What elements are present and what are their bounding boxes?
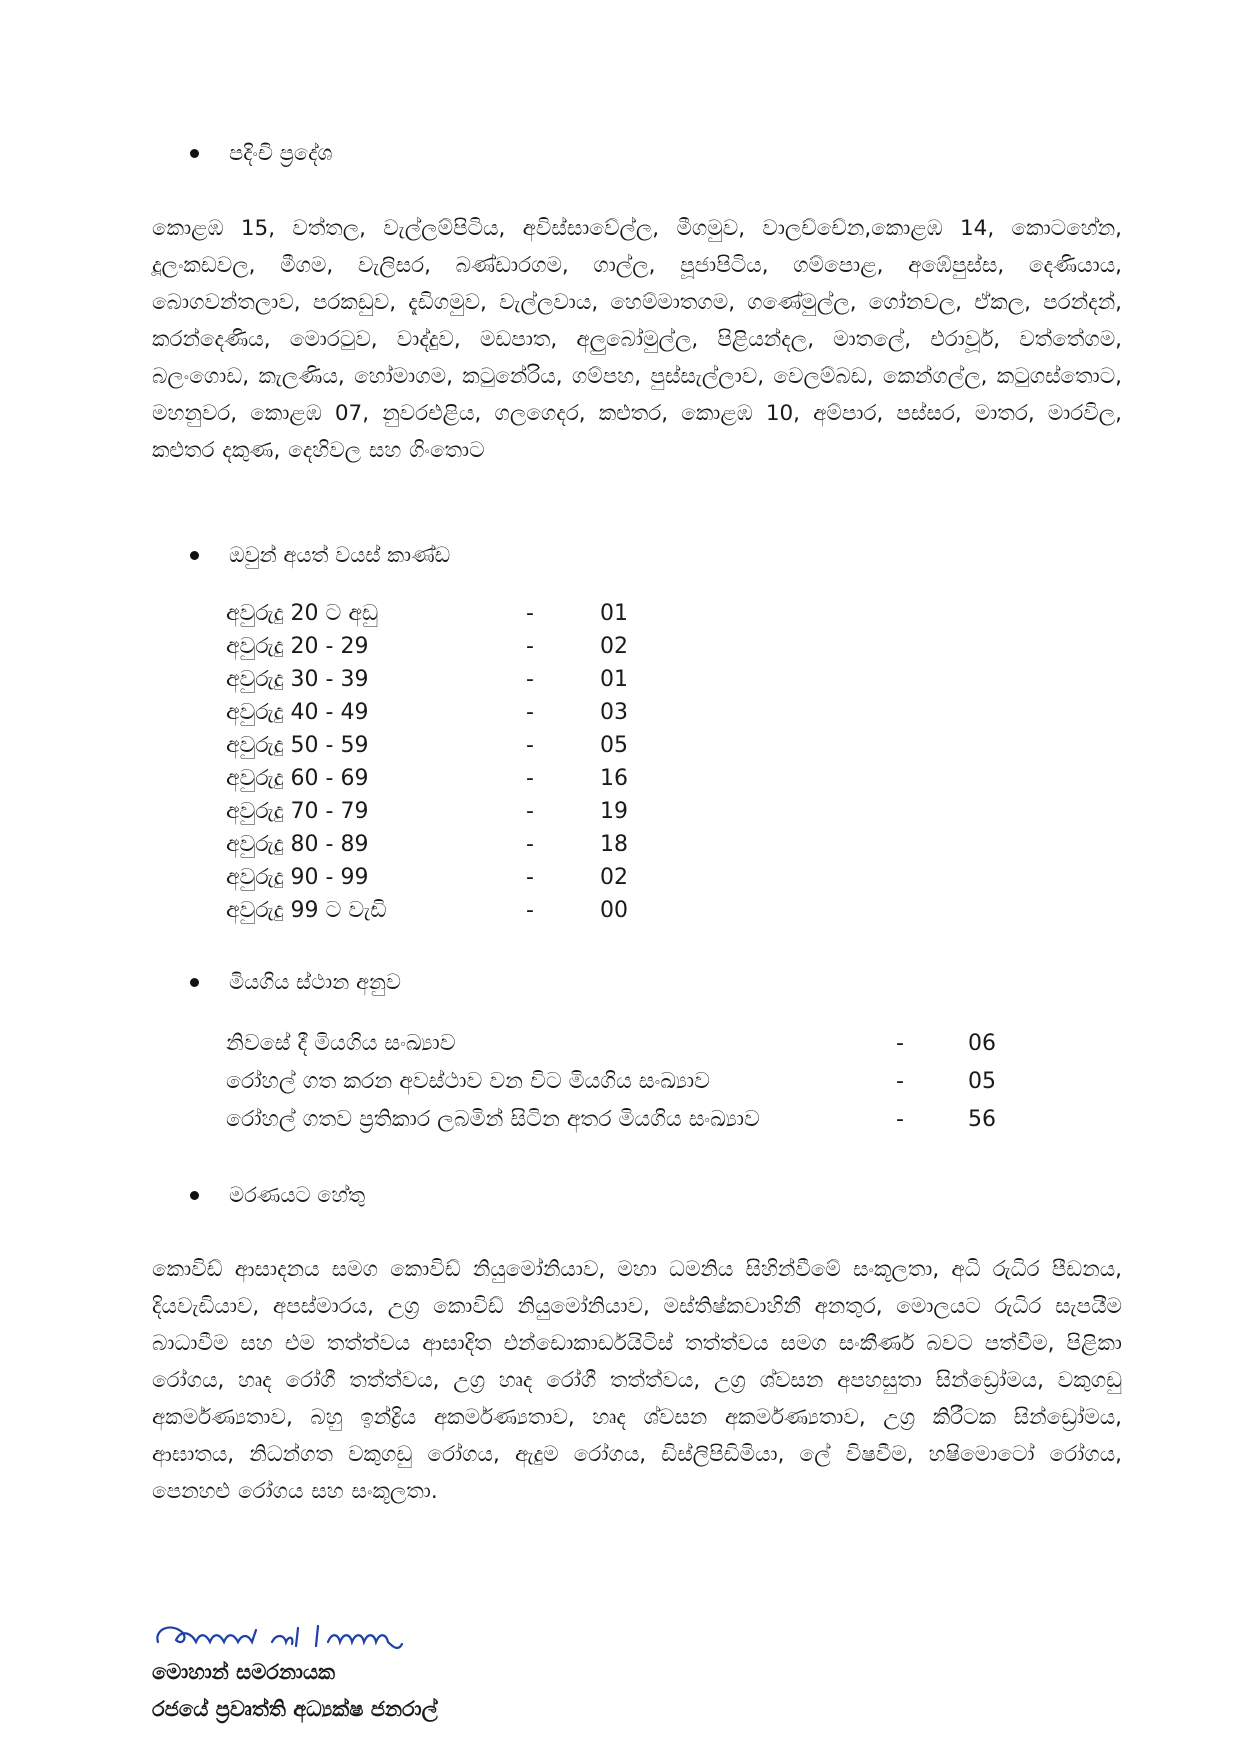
age-group-label: අවුරුදු 20 - 29 xyxy=(226,634,369,659)
age-group-count: 16 xyxy=(600,766,628,791)
bullet-dot xyxy=(190,149,199,158)
age-group-count: 01 xyxy=(600,667,628,692)
age-group-label: අවුරුදු 80 - 89 xyxy=(226,832,369,857)
causes-text: කොවිඩ් ආසාදනය සමග කොවිඩ් නියුමෝනියාව, මහා ධමනිය සිහින්වීමේ සංකූලතා, අධි රුධිර පීඩනය, දියවැඩියාව, අපස්මාරය, උග්‍ර කොවිඩ් නියුමෝනියාව, මස්තිෂ්කවාහිනී අනතුර, මොලයට රුධිර සැපයීම බාධාවීම සහ එම තත්ත්වය ආසාදිත එන්ඩොකාර්ඩයිටිස් තත්ත්වය සමග සංකීර්ණ බවට පත්වීම, පිළිකා රෝගය, හෘද රෝගී තත්ත්වය, උග්‍ර හෘද රෝගී තත්ත්වය, උග්‍ර ශ්වසන අපහසුතා සින්ඩ්‍රෝමය, වකුගඩු අකර්මණ්‍යතාව, බහු ඉන්ද්‍රිය අකර්මණ්‍යතාව, හෘද ශ්වසන අකර්මණ්‍යතාව, උග්‍ර කිරීටක සින්ඩ්‍රෝමය, ආඝාතය, නිධන්ගත වකුගඩු රෝගය, ඇදුම රෝගය, ඩිස්ලිපිඩිමියා, ලේ විෂවීම, හෂිමොටෝ රෝගය, පෙනහළු රෝගය සහ සංකූලතා. xyxy=(152,1257,1122,1504)
age-group-row xyxy=(226,663,660,696)
age-group-dash: - xyxy=(526,766,534,791)
death-place-dash: - xyxy=(896,1068,904,1094)
age-group-dash: - xyxy=(526,898,534,923)
place-heading: මියගිය ස්ථාන අනුව xyxy=(229,970,402,994)
age-group-row xyxy=(226,861,660,894)
handwritten-signature xyxy=(152,1612,442,1660)
bullet-dot xyxy=(190,978,199,987)
death-place-count: 06 xyxy=(968,1030,996,1056)
death-place-label: නිවසේ දී මියගිය සංඛ්‍යාව xyxy=(226,1030,456,1056)
age-group-table xyxy=(226,597,660,927)
age-group-row xyxy=(226,630,660,663)
age-heading: ඔවුන් අයත් වයස් කාණ්ඩ xyxy=(229,543,451,567)
bullet-dot xyxy=(190,551,199,560)
age-group-label: අවුරුදු 90 - 99 xyxy=(226,865,369,890)
age-group-count: 19 xyxy=(600,799,628,824)
death-place-row xyxy=(226,1062,1028,1100)
age-group-label: අවුරුදු 99 ට වැඩි xyxy=(226,898,387,923)
causes-heading: මරණයට හේතු xyxy=(229,1183,366,1207)
residence-heading: පදිංචි ප්‍රදේශ xyxy=(229,141,333,165)
age-group-row xyxy=(226,894,660,927)
age-group-count: 03 xyxy=(600,700,628,725)
age-group-dash: - xyxy=(526,832,534,857)
age-group-count: 02 xyxy=(600,865,628,890)
age-group-dash: - xyxy=(526,634,534,659)
death-place-dash: - xyxy=(896,1106,904,1132)
place-bullet xyxy=(190,970,401,995)
age-group-row xyxy=(226,762,660,795)
age-bullet xyxy=(190,543,450,568)
age-group-row xyxy=(226,729,660,762)
age-group-dash: - xyxy=(526,799,534,824)
causes-bullet xyxy=(190,1183,365,1208)
age-group-row xyxy=(226,696,660,729)
age-group-label: අවුරුදු 50 - 59 xyxy=(226,733,369,758)
death-place-table xyxy=(226,1024,1028,1138)
age-group-count: 01 xyxy=(600,601,628,626)
death-place-count: 56 xyxy=(968,1106,996,1132)
age-group-row xyxy=(226,795,660,828)
death-place-count: 05 xyxy=(968,1068,996,1094)
residence-text: කොළඹ 15, වත්තල, වැල්ලම්පිටිය, අවිස්සාවේල්ල, මීගමුව, වාලච්චේන,කොළඹ 14, කොටහේන, දූලංකඩවල, මීගම, වැලිසර, බණ්ඩාරගම, ගාල්ල, පූජාපිටිය, ගම්පොළ, අඹේපුස්ස, දෙණියාය, බොගවන්තලාව, පරකඩුව, දැඩිගමුව, වැල්ලවාය, හෙම්මාතගම, ගණේමුල්ල, ගෝනවල, ඒකල, පරන්දන්, කරන්දෙණිය, මොරටුව, වාද්දුව, මඩපාත, අලුබෝමුල්ල, පිළියන්දල, මාතලේ, එරාවූර්, වත්තේගම, බලංගොඩ, කැලණිය, හෝමාගම, කටුනේරිය, ගම්පහ, පුස්සැල්ලාව, වෙලම්බඩ, කෙන්ගල්ල, කටුගස්තොට, මහනුවර, කොළඹ 07, නුවරඑළිය, ගලගෙදර, කළුතර, කොළඹ 10, අම්පාර, පස්සර, මාතර, මාරවිල, කළුතර දකුණ, දෙහිවල සහ ගිංතොට xyxy=(152,216,1122,463)
bullet-dot xyxy=(190,1191,199,1200)
death-place-row xyxy=(226,1024,1028,1062)
age-group-count: 05 xyxy=(600,733,628,758)
age-group-label: අවුරුදු 60 - 69 xyxy=(226,766,369,791)
age-group-label: අවුරුදු 70 - 79 xyxy=(226,799,369,824)
age-group-count: 02 xyxy=(600,634,628,659)
age-group-label: අවුරුදු 40 - 49 xyxy=(226,700,369,725)
age-group-label: අවුරුදු 30 - 39 xyxy=(226,667,369,692)
age-group-dash: - xyxy=(526,667,534,692)
death-place-label: රෝහල් ගතව ප්‍රතිකාර ලබමින් සිටින අතර මියගිය සංඛ්‍යාව xyxy=(226,1106,760,1132)
signatory-title: රජයේ ප්‍රවෘත්ති අධ්‍යක්ෂ ජනරාල් xyxy=(152,1697,438,1721)
signatory-name: මොහාන් සමරනායක xyxy=(152,1660,336,1684)
death-place-dash: - xyxy=(896,1030,904,1056)
age-group-label: අවුරුදු 20 ට අඩු xyxy=(226,601,379,626)
age-group-dash: - xyxy=(526,700,534,725)
age-group-dash: - xyxy=(526,865,534,890)
age-group-row xyxy=(226,828,660,861)
age-group-row xyxy=(226,597,660,630)
age-group-count: 00 xyxy=(600,898,628,923)
age-group-dash: - xyxy=(526,601,534,626)
death-place-label: රෝහල් ගත කරන අවස්ථාව වන විට මියගිය සංඛ්‍යාව xyxy=(226,1068,710,1094)
age-group-dash: - xyxy=(526,733,534,758)
residence-bullet xyxy=(190,141,333,166)
age-group-count: 18 xyxy=(600,832,628,857)
death-place-row xyxy=(226,1100,1028,1138)
